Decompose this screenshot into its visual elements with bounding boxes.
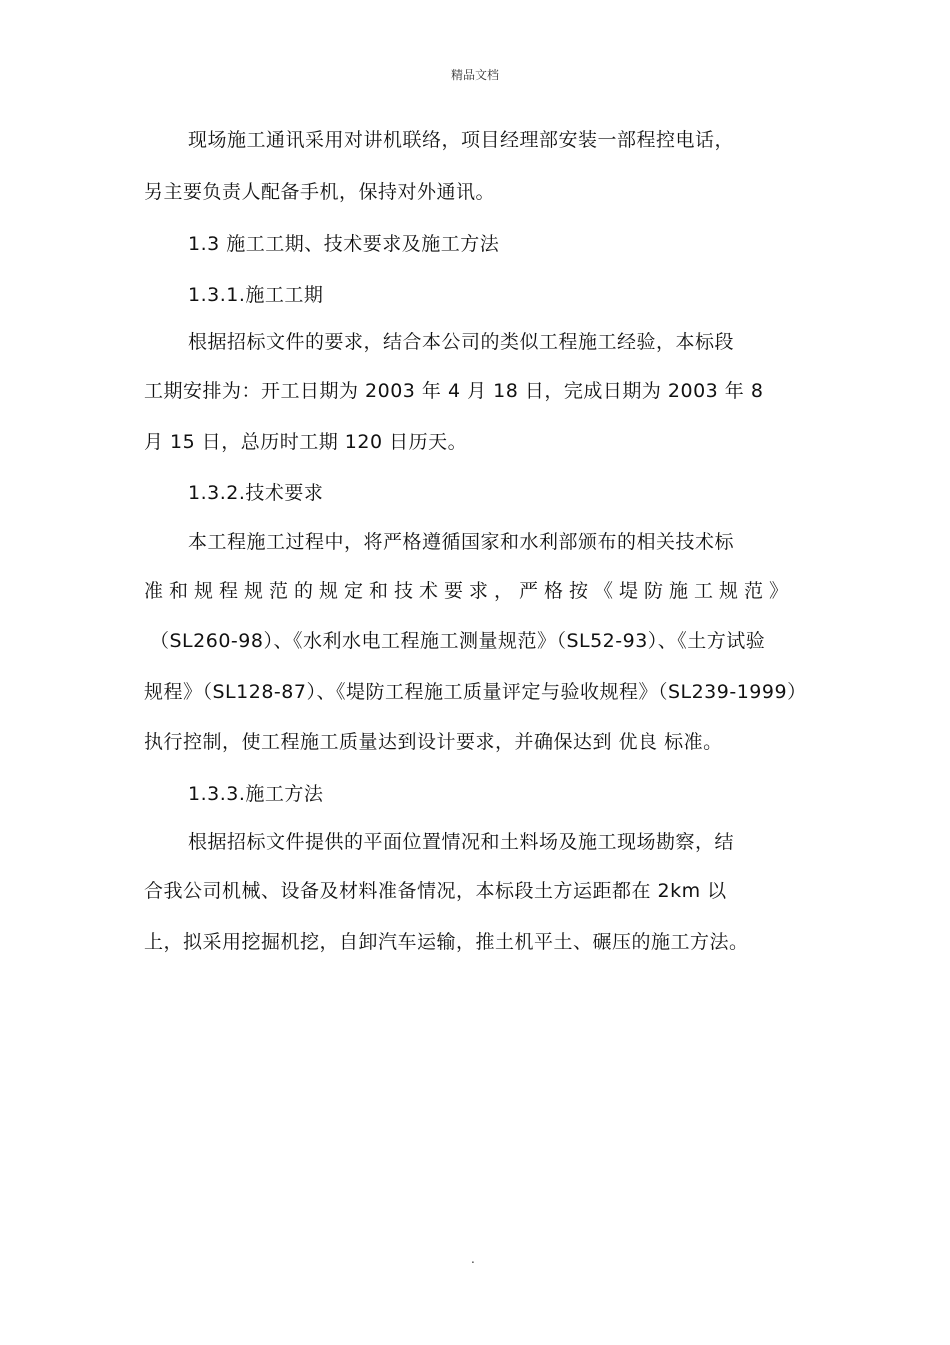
paragraph-line: 规程》（SL128-87）、《堤防工程施工质量评定与验收规程》（SL239-1999）	[144, 681, 807, 703]
paragraph-line: 执行控制，使工程施工质量达到设计要求，并确保达到 优良 标准。	[144, 731, 723, 753]
page-header: 精品文档	[450, 68, 499, 82]
paragraph-line: 月 15 日，总历时工期 120 日历天。	[144, 431, 468, 453]
paragraph-line: 另主要负责人配备手机，保持对外通讯。	[144, 181, 496, 203]
paragraph-line: 本工程施工过程中，将严格遵循国家和水利部颁布的相关技术标	[188, 531, 735, 553]
paragraph-line: （SL260-98）、《水利水电工程施工测量规范》（SL52-93）、《土方试验	[150, 630, 766, 652]
paragraph-line: 根据招标文件提供的平面位置情况和土料场及施工现场勘察，结	[188, 831, 735, 853]
paragraph-line: 工期安排为：开工日期为 2003 年 4 月 18 日，完成日期为 2003 年 8	[144, 380, 764, 402]
paragraph-line: 上，拟采用挖掘机挖，自卸汽车运输，推土机平土、碾压的施工方法。	[144, 931, 749, 953]
paragraph-line-text: 准和规程规范的规定和技术要求，严格按《堤防施工规范》	[144, 580, 795, 602]
section-heading: 1.3 施工工期、技术要求及施工方法	[188, 233, 500, 255]
subsection-heading: 1.3.3.施工方法	[188, 783, 324, 805]
paragraph-line: 现场施工通讯采用对讲机联络，项目经理部安装一部程控电话，	[188, 129, 735, 151]
subsection-heading: 1.3.2.技术要求	[188, 482, 324, 504]
paragraph-line: 根据招标文件的要求，结合本公司的类似工程施工经验，本标段	[188, 331, 735, 353]
page-footer: .	[471, 1252, 475, 1266]
subsection-heading: 1.3.1.施工工期	[188, 284, 324, 306]
paragraph-line: 合我公司机械、设备及材料准备情况，本标段土方运距都在 2km 以	[144, 880, 727, 902]
paragraph-line	[144, 579, 806, 603]
